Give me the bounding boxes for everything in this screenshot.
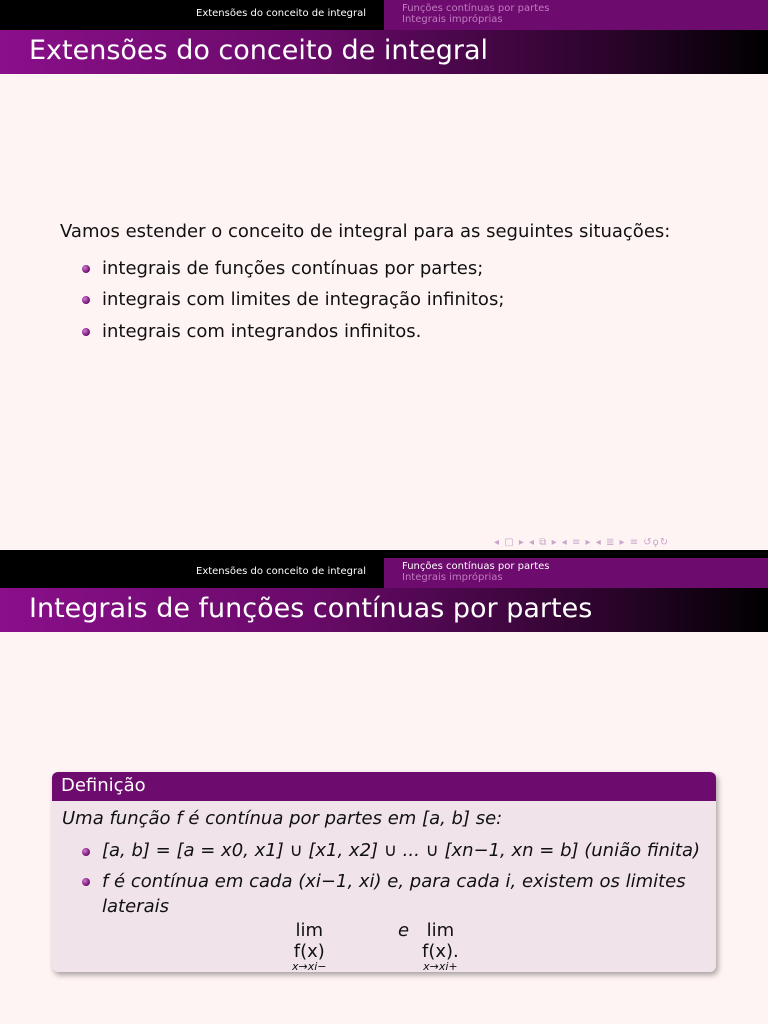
- frame-title-bar: [0, 588, 768, 632]
- headline-section-area: [0, 0, 384, 30]
- definition-block-header: [52, 772, 716, 801]
- left-limit: [292, 920, 327, 972]
- definition-statement: Uma função f é contínua por partes em [a, b] se:: [62, 808, 503, 829]
- headline-subsection-2-link[interactable]: Integrais impróprias: [402, 572, 503, 583]
- navigation-bar: [494, 537, 669, 548]
- nav-frame-icon[interactable]: ◂ ▢ ▸: [494, 537, 525, 548]
- definition-item-2-line-2: laterais: [102, 896, 169, 917]
- definition-title: Definição: [61, 775, 146, 796]
- headline-section-area: [0, 558, 384, 588]
- slide-2: [0, 558, 768, 1024]
- bullet-item-1: integrais de funções contínuas por partes;: [102, 258, 484, 279]
- nav-search-icon[interactable]: ↺ϙ↻: [643, 537, 670, 548]
- bullet-icon: [82, 296, 90, 304]
- left-limit-subscript: x→xi−: [292, 960, 327, 972]
- headline-bar: [0, 0, 768, 30]
- right-limit-expression: lim f(x).: [422, 920, 459, 962]
- nav-section-icon[interactable]: ◂ ≡ ▸: [561, 537, 592, 548]
- headline-section-link[interactable]: Extensões do conceito de integral: [196, 8, 366, 19]
- right-limit: [422, 920, 459, 972]
- headline-subsection-area: [384, 0, 768, 30]
- headline-subsection-1-link[interactable]: Funções contínuas por partes: [402, 561, 550, 572]
- nav-doc-icon[interactable]: ≡: [629, 537, 640, 548]
- intro-text: Vamos estender o conceito de integral para as seguintes situações:: [60, 221, 671, 242]
- right-limit-subscript: x→xi+: [423, 960, 458, 972]
- bullet-icon: [82, 328, 90, 336]
- frame-title-bar: [0, 30, 768, 74]
- bullet-icon: [82, 848, 90, 856]
- definition-item-1: [a, b] = [a = x0, x1] ∪ [x1, x2] ∪ ... ∪ [xn−1, xn = b] (união finita): [102, 840, 701, 861]
- bullet-item-3: integrais com integrandos infinitos.: [102, 321, 422, 342]
- definition-item-2-line-1: f é contínua em cada (xi−1, xi) e, para cada i, existem os limites: [102, 871, 686, 892]
- bullet-item-2: integrais com limites de integração infinitos;: [102, 289, 505, 310]
- frame-title: Extensões do conceito de integral: [29, 35, 488, 66]
- frame-title: Integrais de funções contínuas por partes: [29, 593, 593, 624]
- definition-block: [52, 772, 716, 972]
- headline-section-link[interactable]: Extensões do conceito de integral: [196, 566, 366, 577]
- limit-connector: e: [398, 920, 410, 941]
- bullet-icon: [82, 878, 90, 886]
- nav-subsection-icon[interactable]: ◂ ⧉ ▸: [529, 537, 558, 548]
- left-limit-expression: lim f(x): [293, 920, 325, 962]
- headline-subsection-area: [384, 558, 768, 588]
- headline-bar: [0, 558, 768, 588]
- headline-subsection-1-link[interactable]: Funções contínuas por partes: [402, 3, 550, 14]
- nav-section-icon[interactable]: ◂ ≣ ▸: [595, 537, 626, 548]
- bullet-icon: [82, 265, 90, 273]
- headline-subsection-2-link[interactable]: Integrais impróprias: [402, 14, 503, 25]
